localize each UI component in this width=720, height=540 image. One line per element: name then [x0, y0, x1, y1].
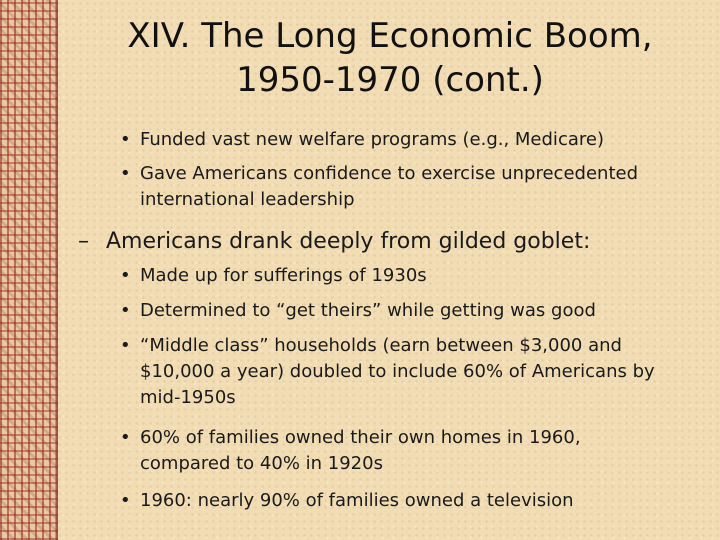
title-line-1: XIV. The Long Economic Boom, — [127, 16, 653, 56]
subheading-goblet — [78, 228, 591, 256]
bullet-text: international leadership — [140, 189, 355, 210]
bullet-item-leadership — [120, 161, 638, 213]
bullet-text: 1960: nearly 90% of families owned a television — [140, 490, 574, 511]
subheading-text: Americans drank deeply from gilded goblet: — [106, 229, 591, 254]
bullet-text: compared to 40% in 1920s — [140, 453, 383, 474]
bullet-icon: • — [120, 265, 131, 286]
bullet-text: Determined to “get theirs” while getting was good — [140, 300, 596, 321]
bullet-item-1930s — [120, 263, 427, 289]
bullet-icon: • — [120, 490, 131, 511]
dash-marker: – — [78, 229, 89, 254]
bullet-text: mid-1950s — [140, 387, 236, 408]
bullet-icon: • — [120, 163, 131, 184]
slide-title — [60, 14, 720, 102]
title-line-2: 1950-1970 (cont.) — [236, 60, 544, 100]
bullet-item-get-theirs — [120, 298, 596, 324]
bullet-icon: • — [120, 129, 131, 150]
bullet-item-television — [120, 488, 574, 514]
bullet-text: 60% of families owned their own homes in 1960, — [140, 427, 581, 448]
bullet-text: Funded vast new welfare programs (e.g., Medicare) — [140, 129, 604, 150]
bullet-item-homes — [120, 425, 581, 477]
decorative-side-border — [0, 0, 58, 540]
bullet-text: Made up for sufferings of 1930s — [140, 265, 427, 286]
bullet-text: $10,000 a year) doubled to include 60% of Americans by — [140, 361, 655, 382]
bullet-text: Gave Americans confidence to exercise unprecedented — [140, 163, 638, 184]
bullet-item-welfare — [120, 127, 604, 153]
bullet-icon: • — [120, 300, 131, 321]
bullet-icon: • — [120, 335, 131, 356]
bullet-item-middle-class — [120, 333, 655, 411]
bullet-icon: • — [120, 427, 131, 448]
bullet-text: “Middle class” households (earn between $3,000 and — [140, 335, 622, 356]
